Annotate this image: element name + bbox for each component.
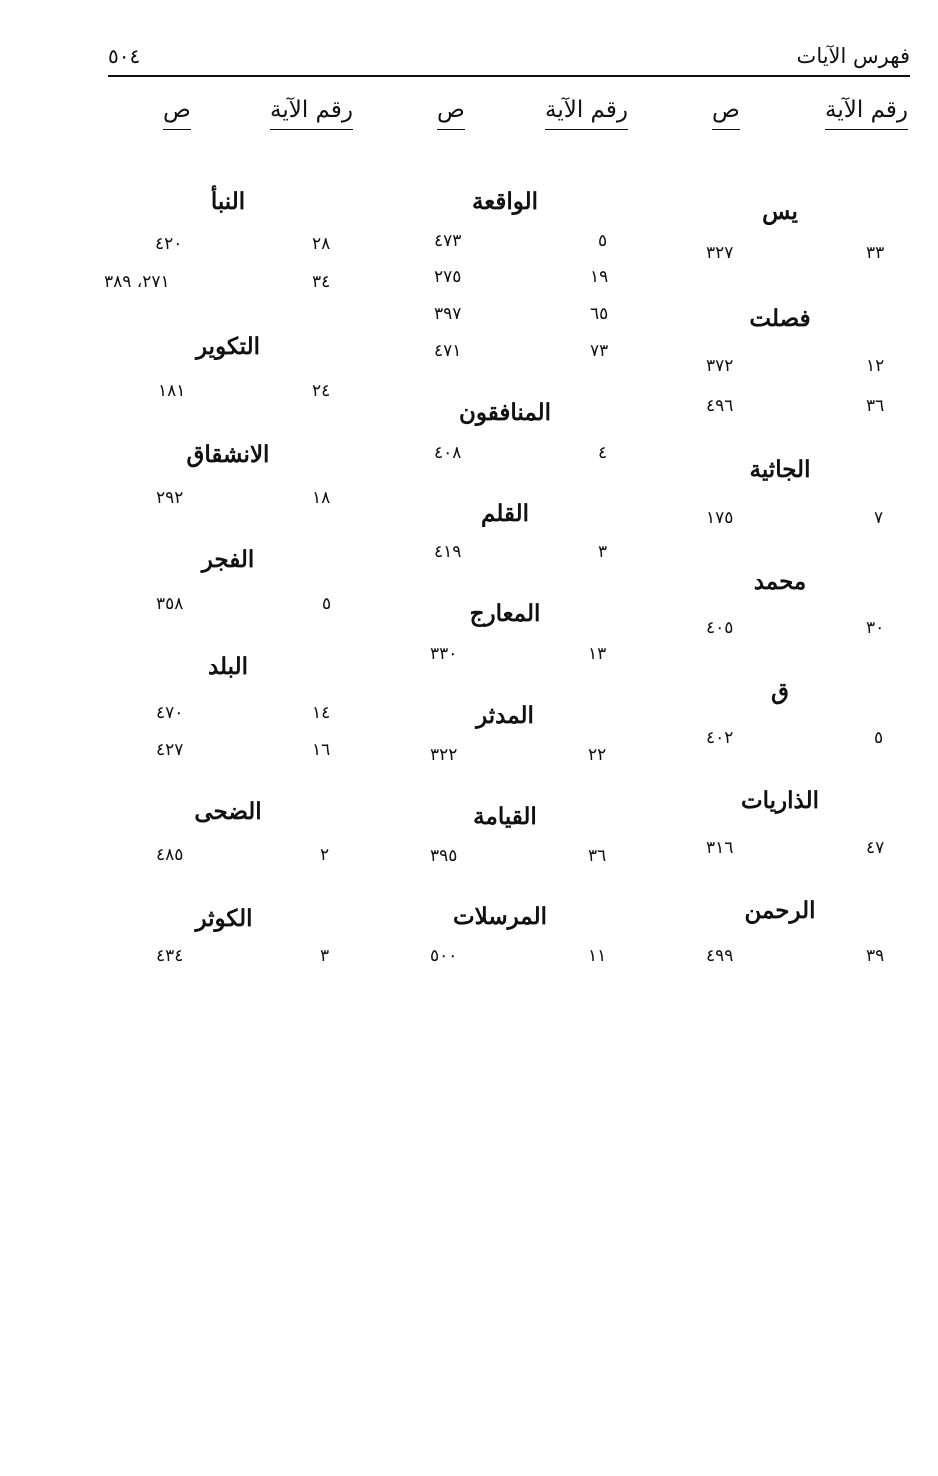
surah-heading: الفجر — [201, 546, 255, 573]
ayah-number: ٢٢ — [588, 745, 607, 765]
ayah-number: ٦٥ — [590, 304, 609, 324]
surah-heading: الكوثر — [195, 905, 253, 932]
page-reference: ٤٨٥ — [156, 845, 184, 865]
ayah-number: ٤٧ — [866, 838, 885, 858]
page-reference: ٤٧١ — [434, 341, 462, 361]
surah-heading: الانشقاق — [186, 441, 270, 468]
page-reference: ٤٧٣ — [434, 231, 462, 251]
surah-heading: يس — [762, 198, 798, 225]
running-title: فهرس الآيات — [796, 44, 910, 68]
ayah-number: ٣ — [320, 946, 330, 966]
ayah-number: ٣٩ — [866, 946, 885, 966]
page-column-header: ص — [163, 97, 191, 130]
surah-heading: المعارج — [469, 600, 541, 627]
ayah-number: ٣٤ — [312, 272, 331, 292]
page-number: ٥٠٤ — [108, 44, 141, 68]
page-reference: ٢٧١، ٣٨٩ — [104, 272, 170, 292]
ayah-number: ٥ — [598, 231, 608, 251]
ayah-number: ١٣ — [588, 644, 607, 664]
page-reference: ٣١٦ — [706, 838, 734, 858]
ayah-number: ٣٣ — [866, 243, 885, 263]
surah-heading: البلد — [207, 653, 249, 680]
page-reference: ٤١٩ — [434, 542, 462, 562]
page-reference: ٣٥٨ — [156, 594, 184, 614]
ayah-column-header: رقم الآية — [545, 97, 628, 130]
ayah-number: ١٢ — [866, 356, 885, 376]
surah-heading: الرحمن — [744, 897, 816, 924]
surah-heading: ق — [771, 678, 789, 705]
page-reference: ٤٧٠ — [156, 703, 184, 723]
ayah-column-header: رقم الآية — [270, 97, 353, 130]
surah-heading: الواقعة — [471, 188, 539, 215]
page-reference: ٤٩٦ — [706, 396, 734, 416]
page-reference: ٤٠٥ — [706, 618, 734, 638]
page-reference: ٤٢٠ — [155, 234, 183, 254]
page-reference: ٥٠٠ — [430, 946, 458, 966]
ayah-number: ٧٣ — [590, 341, 609, 361]
surah-heading: النبأ — [210, 188, 246, 215]
page-reference: ٤٠٢ — [706, 728, 734, 748]
ayah-number: ١١ — [588, 946, 607, 966]
surah-heading: القيامة — [473, 803, 537, 830]
ayah-number: ٢ — [320, 845, 330, 865]
ayah-number: ١٦ — [312, 740, 331, 760]
ayah-number: ٣٦ — [588, 846, 607, 866]
page-reference: ٣٢٧ — [706, 243, 734, 263]
surah-heading: المنافقون — [458, 399, 552, 426]
page-reference: ٣٢٢ — [430, 745, 458, 765]
ayah-number: ٥ — [874, 728, 884, 748]
ayah-number: ١٨ — [312, 488, 331, 508]
ayah-column-header: رقم الآية — [825, 97, 908, 130]
page-reference: ١٨١ — [158, 381, 186, 401]
ayah-number: ٣٠ — [866, 618, 885, 638]
page-reference: ٣٣٠ — [430, 644, 458, 664]
page-reference: ٤٢٧ — [156, 740, 184, 760]
ayah-number: ٢٤ — [312, 381, 331, 401]
surah-heading: المرسلات — [452, 903, 548, 930]
surah-heading: القلم — [481, 500, 529, 527]
page-reference: ١٧٥ — [706, 508, 734, 528]
surah-heading: المدثر — [476, 702, 534, 729]
page-column-header: ص — [437, 97, 465, 130]
page-reference: ٢٧٥ — [434, 267, 462, 287]
page-reference: ٤٩٩ — [706, 946, 734, 966]
page-reference: ٤٠٨ — [434, 443, 462, 463]
ayah-number: ٤ — [598, 443, 608, 463]
header-rule — [108, 75, 910, 77]
surah-heading: محمد — [753, 568, 807, 595]
page-reference: ٢٩٢ — [156, 488, 184, 508]
ayah-number: ١٩ — [590, 267, 609, 287]
page-reference: ٣٧٢ — [706, 356, 734, 376]
ayah-number: ١٤ — [312, 703, 331, 723]
surah-heading: فصلت — [749, 305, 811, 332]
page-reference: ٣٩٥ — [430, 846, 458, 866]
ayah-number: ٧ — [874, 508, 884, 528]
surah-heading: الضحى — [194, 798, 262, 825]
surah-heading: الذاريات — [740, 787, 820, 814]
page-reference: ٣٩٧ — [434, 304, 462, 324]
surah-heading: التكوير — [195, 333, 260, 360]
ayah-number: ٢٨ — [312, 234, 331, 254]
page-column-header: ص — [712, 97, 740, 130]
ayah-number: ٥ — [322, 594, 332, 614]
surah-heading: الجاثية — [749, 456, 811, 483]
ayah-number: ٣٦ — [866, 396, 885, 416]
ayah-number: ٣ — [598, 542, 608, 562]
page-reference: ٤٣٤ — [156, 946, 184, 966]
